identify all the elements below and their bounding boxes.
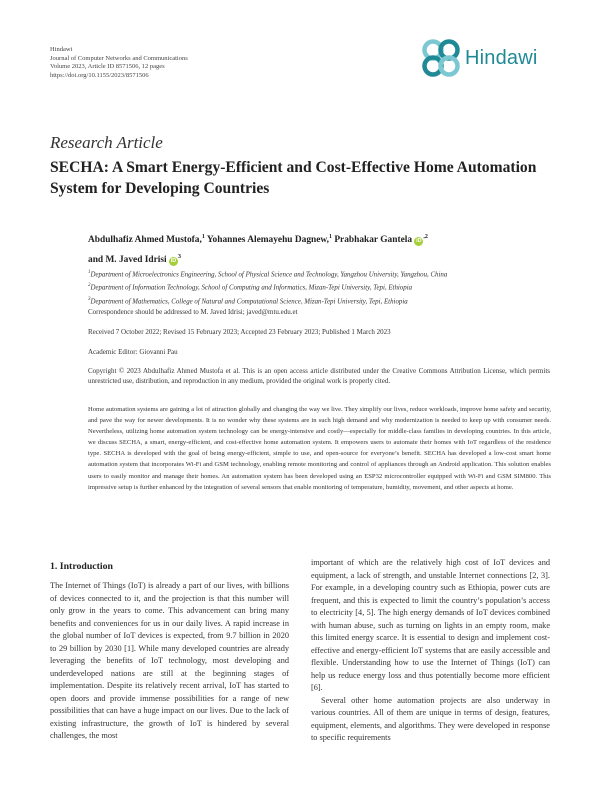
affiliation-number: 2 [88, 283, 91, 289]
orcid-icon[interactable]: iD [170, 258, 177, 265]
author-name[interactable]: and M. Javed Idrisi [88, 255, 167, 266]
journal-name: Journal of Computer Networks and Communications [50, 54, 188, 62]
paragraph: Several other home automation projects are also underway in various countries. All of them are unique in terms of design, features, equipment, elements, and algorithms. They were developed in response to specific requirements [311, 695, 550, 742]
author-affiliation-mark: ,2 [423, 234, 428, 240]
section-heading: 1. Introduction [50, 561, 113, 572]
journal-header [50, 46, 188, 80]
affiliation-text: Department of Microelectronics Engineering, School of Physical Science and Technology, Yangzhou University, Yangzhou, China [90, 271, 448, 279]
affiliation-number: 1 [88, 270, 91, 275]
copyright-notice: Copyright © 2023 Abdulhafiz Ahmed Mustofa et al. This is an open access article distributed under the Creative Commons Attribution License, which permits unrestricted use, distribution, and reproduction in any medium, provided the original work is properly cited. [88, 367, 550, 385]
publication-dates: Received 7 October 2022; Revised 15 February 2023; Accepted 23 February 2023; Published 1 March 2023 [88, 328, 391, 336]
author-name[interactable]: Abdulhafiz Ahmed Mustofa, [88, 235, 202, 246]
affiliation-number: 3 [88, 296, 91, 302]
author-name[interactable]: Yohannes Alemayehu Dagnew, [206, 235, 329, 246]
paragraph: The Internet of Things (IoT) is already a part of our lives, with billions of devices connected to it, and the projection is that this number will only grow in the years to come. This advancement can bring many benefits and conveniences for us in our daily lives. A rapid increase in the global number of IoT devices is expected, from 9.7 billion in 2020 to 29 billion by 2030 [1]. While many developed countries are already leveraging the benefits of IoT technology, most developing and underdeveloped nations are still at the beginning stages of implementation. Despite its relatively recent arrival, IoT has started to open doors and provide immense possibilities for a range of new possibilities that can have a huge impact on our lives. Due to the lack of existing infrastructure, the growth of IoT is hindered by several challenges, the most [50, 581, 289, 740]
abstract: Home automation systems are gaining a lot of attraction globally and changing the way we live. They simplify our lives, reduce workloads, improve home safety and security, and pave the way for newer developments. It is no wonder why these systems are in such high demand and why modernization is needed to keep up with consumer needs. Nevertheless, utilizing home automation system technology can be energy-intensive and costly—especially for middle-class families in developing countries. In this article, we discuss SECHA, a smart, energy-efficient, and cost-effective home automation system. It empowers users to automate their homes with IoT regardless of the residence type. SECHA is developed with the goal of being energy-efficient, simple to use, and open-source for everyone’s benefit. SECHA has developed a low-cost smart home automation system that incorporates Wi-Fi and GSM technology, enabling remote monitoring and control of appliances through an Android application. This solution enables users to easily monitor and manage their homes. An automation system has been developed using an ESP32 microcontroller equipped with Wi-Fi and GSM SIM800. This impressive setup is further enhanced by the integration of several sensors that enable monitoring of temperature, humidity, movement, and other aspects at home. [88, 406, 551, 491]
affiliation-item [88, 294, 550, 307]
academic-editor: Academic Editor: Giovanni Pau [88, 348, 178, 356]
article-type: Research Article [50, 133, 163, 152]
orcid-icon[interactable]: iD [416, 238, 422, 245]
doi-link[interactable]: https://doi.org/10.1155/2023/8571506 [50, 71, 149, 79]
author-affiliation-mark: 3 [178, 254, 182, 261]
affiliation-list [88, 267, 550, 307]
author-affiliation-mark: 1 [201, 234, 205, 240]
correspondence: Correspondence should be addressed to M. Javed Idrisi; javed@mtu.edu.et [88, 308, 298, 316]
logo-text: Hindawi [465, 46, 538, 69]
body-column-right [311, 557, 550, 745]
affiliation-text: Department of Information Technology, School of Computing and Informatics, Mizan-Tepi University, Tepi, Ethiopia [90, 284, 413, 292]
affiliation-item [88, 280, 550, 293]
article-title: SECHA: A Smart Energy-Efficient and Cost-Effective Home Automation System for Developing Countries [50, 159, 537, 197]
affiliation-item [88, 267, 550, 280]
author-list [88, 229, 550, 269]
author-name[interactable]: Prabhakar Gantela [334, 235, 413, 246]
volume-line: Volume 2023, Article ID 8571506, 12 pages [50, 63, 165, 71]
body-column-left [50, 560, 289, 743]
hindawi-rings-logo-icon [421, 38, 461, 78]
hindawi-logo[interactable] [421, 38, 538, 78]
affiliation-text: Department of Mathematics, College of Natural and Computational Science, Mizan-Tepi University, Tepi, Ethiopia [90, 297, 408, 305]
publisher-name: Hindawi [50, 46, 73, 53]
author-affiliation-mark: 1 [328, 234, 332, 240]
paragraph: important of which are the relatively high cost of IoT devices and equipment, a lack of strength, and unstable Internet connections [2, 3]. For example, in a developing country such as Ethiopia, power cuts are frequent, and this is expected to limit the country’s population’s access to electricity [4, 5]. The high energy demands of IoT devices combined with human abuse, such as turning on lights in an empty room, make this limited energy scarce. It is essential to design and implement cost-effective and energy-efficient IoT systems that are easily accessible and flexible. Understanding how to use the Internet of Things (IoT) can help us reduce energy loss and thus potentially become more efficient [6]. [311, 558, 550, 692]
